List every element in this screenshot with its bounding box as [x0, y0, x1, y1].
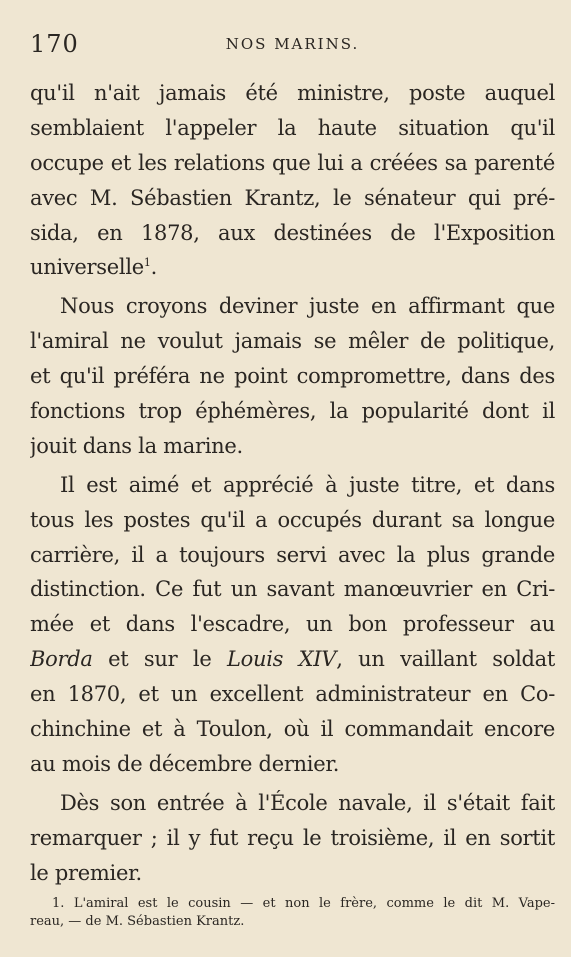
- text-line: Dès son entrée à l'École navale, il s'était fait: [60, 790, 555, 815]
- footnote-line: reau, — de M. Sébastien Krantz.: [30, 914, 245, 929]
- text-line: remarquer ; il y fut reçu le troisième, il en sortit: [30, 825, 555, 850]
- body-text: [30, 76, 555, 890]
- running-head: [30, 30, 555, 58]
- text-line: et qu'il préféra ne point compromettre, dans des: [30, 364, 555, 389]
- text-line: chinchine et à Toulon, où il commandait encore: [30, 717, 555, 742]
- ship-name: Borda: [30, 647, 93, 672]
- text-line: tous les postes qu'il a occupés durant sa longue: [30, 507, 555, 532]
- ship-name: Louis XIV: [227, 647, 337, 672]
- text-line: en 1870, et un excellent administrateur en Co-: [30, 682, 555, 707]
- text-line-with-italics: [30, 642, 555, 677]
- text-line: fonctions trop éphémères, la popularité dont il: [30, 399, 555, 424]
- footnote-line: 1. L'amiral est le cousin — et non le frère, comme le dit M. Vape-: [52, 896, 555, 911]
- text-line: jouit dans la marine.: [30, 433, 243, 458]
- text-line: Il est aimé et apprécié à juste titre, et dans: [60, 472, 555, 497]
- text-line: avec M. Sébastien Krantz, le sénateur qui pré-: [30, 185, 555, 210]
- page-number: 170: [30, 30, 79, 58]
- footnote: [30, 895, 555, 931]
- text-line: au mois de décembre dernier.: [30, 751, 340, 776]
- running-title: NOS MARINS.: [225, 35, 360, 53]
- text-line: occupe et les relations que lui a créées sa parenté: [30, 150, 555, 175]
- line-text: , un vaillant soldat: [336, 647, 555, 672]
- text-line: le premier.: [30, 860, 142, 885]
- text-line: l'amiral ne voulut jamais se mêler de politique,: [30, 329, 555, 354]
- text-line: mée et dans l'escadre, un bon professeur au: [30, 612, 555, 637]
- text-line: carrière, il a toujours servi avec la plus grande: [30, 542, 555, 567]
- text-line: [30, 250, 555, 285]
- text-line: Nous croyons deviner juste en affirmant que: [60, 294, 555, 319]
- text-line: qu'il n'ait jamais été ministre, poste auquel: [30, 81, 555, 105]
- text-line: distinction. Ce fut un savant manœuvrier en Cri-: [30, 577, 555, 602]
- text-line: sida, en 1878, aux destinées de l'Exposition: [30, 220, 555, 245]
- line-text: et sur le: [108, 647, 212, 672]
- line-punctuation: .: [150, 255, 157, 280]
- footnote-reference: 1: [143, 256, 151, 270]
- line-text: universelle: [30, 255, 144, 280]
- text-line: semblaient l'appeler la haute situation qu'il: [30, 115, 555, 140]
